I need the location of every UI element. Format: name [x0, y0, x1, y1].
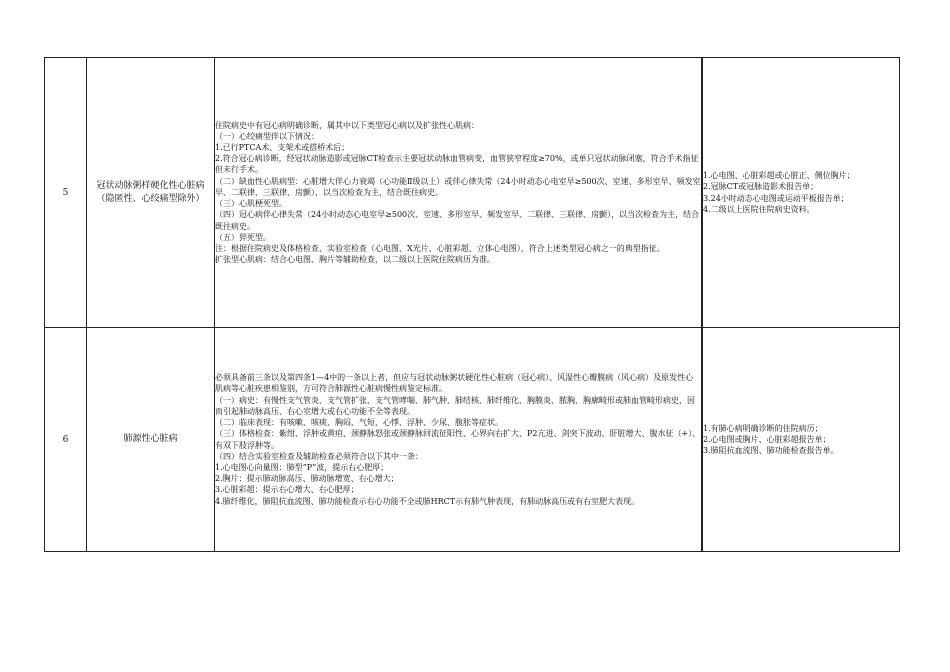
- criteria-line: 注：根据住院病史及体格检查、实验室检查（心电图、X光片、心脏彩超、立体心电图），符合上述类型冠心病之一的典型指征。: [215, 243, 665, 253]
- criteria-line: 4.肺纤维化，肺阻抗血流图、肺功能检查示右心功能不全或肺HRCT示有肺气肿表现，有肺动脉高压或有右室肥大表现。: [215, 496, 640, 506]
- material-line: 2.冠脉CT或冠脉造影术报告单；: [703, 182, 819, 192]
- material-line: 2.心电图或胸片、心脏彩超报告单；: [703, 434, 831, 444]
- criteria-line: （二）缺血性心肌病型：心脏增大伴心力衰竭（心功能Ⅱ级以上）或伴心律失常（24小时动态心电室早≥500次、室速、多形室早、频发室早、二联律、三联律、房颤），以当次检查为主，结合既往病史。: [215, 176, 701, 197]
- criteria-line: （五）猝死型。: [215, 232, 271, 242]
- material-line: 3.肺阻抗血流图、肺功能检查报告单。: [703, 446, 839, 456]
- row-number: 5: [45, 58, 87, 328]
- criteria-line: （一）病史：有慢性支气管炎、支气管扩张、支气管哮喘、肺气肿、肺结核、肺纤维化、胸膜炎、脓胸、胸廓畸形或肺血管畸形病史，因而引起肺动脉高压、右心室增大或右心功能不全等表现。: [215, 395, 695, 416]
- table-row: [45, 58, 900, 328]
- criteria-cell: [215, 58, 702, 328]
- materials-cell: [703, 58, 900, 328]
- disease-name: 冠状动脉粥样硬化性心脏病: [96, 180, 205, 191]
- material-line: 1.心电图、心脏彩超或心脏正、侧位胸片；: [703, 171, 855, 181]
- criteria-line: 住院病史中有冠心病明确诊断，属其中以下类型冠心病以及扩张性心肌病：: [215, 120, 479, 130]
- disease-name: 肺源性心脏病: [123, 434, 178, 444]
- materials-cell: [703, 328, 900, 552]
- criteria-line: （四）结合实验室检查及辅助检查必须符合以下其中一条：: [215, 451, 423, 461]
- disease-name-cell: [87, 328, 215, 552]
- criteria-cell: [215, 328, 702, 552]
- material-line: 3.24小时动态心电图或运动平板报告单；: [703, 193, 849, 203]
- row-number: 6: [45, 328, 87, 552]
- criteria-line: （四）冠心病伴心律失常（24小时动态心电室早≥500次、室速、多形室早、频发室早、二联律、三联律、房颤），以当次检查为主，结合既往病史。: [215, 210, 700, 231]
- criteria-line: 2.符合冠心病诊断，经冠状动脉造影或冠脉CT检查示主要冠状动脉血管病变，血管狭窄程度≥70%，或单只冠状动脉闭塞，符合手术指征但未行手术。: [215, 154, 699, 175]
- criteria-line: （三）心肌梗死型。: [215, 199, 287, 209]
- criteria-line: 2.胸片：提示肺动脉高压、肺动脉增宽、右心增大；: [215, 474, 399, 484]
- criteria-line: 1.已行PTCA术、支架术或搭桥术后；: [215, 143, 350, 153]
- disease-name-cell: [87, 58, 215, 328]
- table-row: [45, 328, 900, 552]
- criteria-line: （二）临床表现：有咳嗽、咳痰、胸闷、气短、心悸、浮肿、少尿、腹胀等症状。: [215, 418, 503, 428]
- criteria-line: 必须具备前三条以及第四条1—4中的一条以上者，但应与冠状动脉粥状硬化性心脏病（冠心病）、风湿性心瓣膜病（风心病）及原发性心肌病等心脏疾患相鉴别，方可符合肺源性心脏病慢性病鉴定标准。: [215, 373, 694, 394]
- criteria-line: （三）体格检查：紫绀、浮肿或黄疸、颈静脉怒张或颈静脉回流征阳性、心界向右扩大、P2亢进、剑突下波动、肝脏增大、腹水征（+）、有双下肢浮肿等。: [215, 429, 701, 450]
- criteria-line: 扩张型心肌病：结合心电图、胸片等辅助检查，以二级以上医院住院病历为准。: [215, 255, 495, 265]
- criteria-line: 1.心电图心向量图：肺型“P”波，提示右心肥厚；: [215, 462, 389, 472]
- material-line: 1.有肺心病明确诊断的住院病历；: [703, 423, 823, 433]
- disease-criteria-table: [44, 57, 900, 552]
- criteria-line: 3.心脏彩超：提示右心增大、右心肥厚；: [215, 485, 359, 495]
- criteria-line: （一）心绞痛型伴以下情况：: [215, 131, 319, 141]
- disease-note: （隐匿性、心绞痛型除外）: [96, 193, 205, 204]
- material-line: 4.二级以上医院住院病史资料。: [703, 204, 815, 214]
